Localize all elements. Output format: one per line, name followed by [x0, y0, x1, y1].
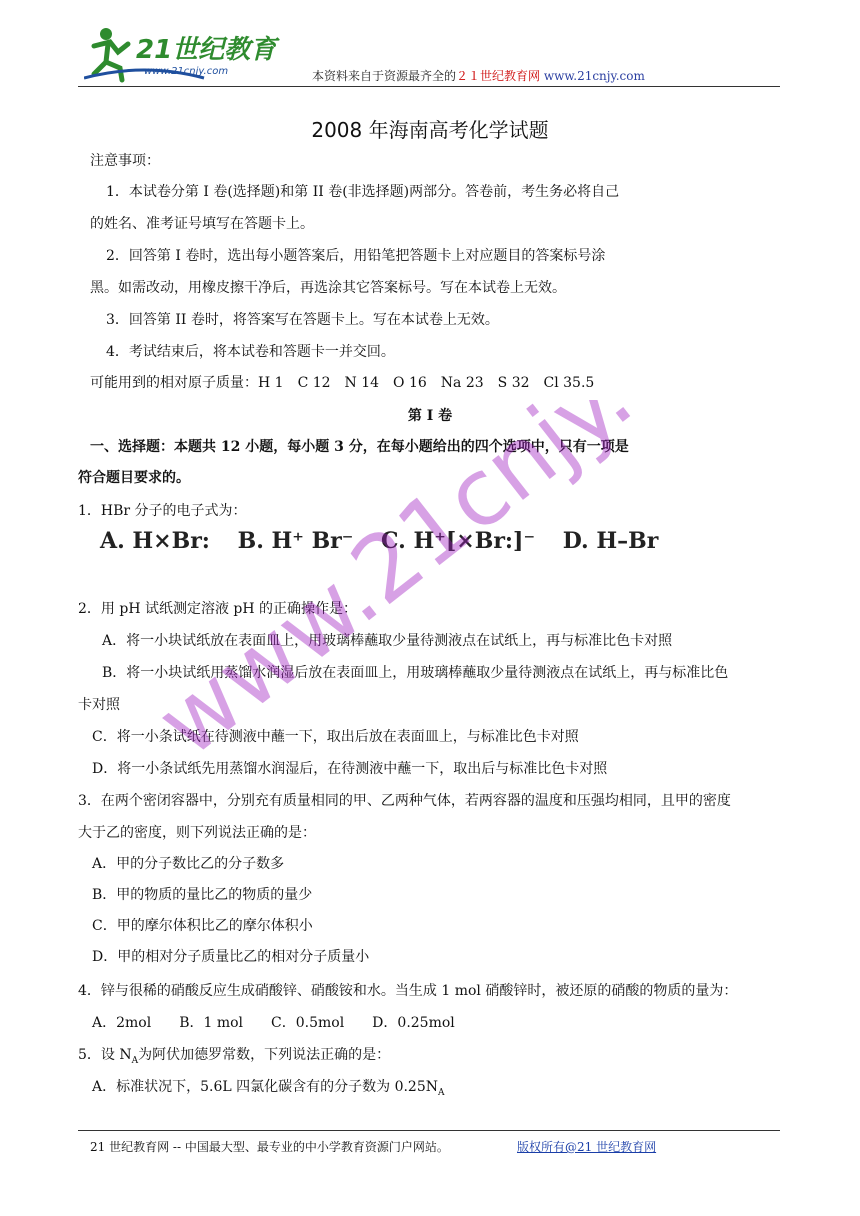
footer-left: 21 世纪教育网 -- 中国最大型、最专业的中小学教育资源门户网站。 — [90, 1140, 449, 1154]
q1-stem: 1．HBr 分子的电子式为： — [78, 503, 247, 519]
q3-option-a: A．甲的分子数比乙的分子数多 — [92, 856, 285, 872]
q3-option-d: D．甲的相对分子质量比乙的相对分子质量小 — [92, 949, 370, 965]
q5-option-a-text: A．标准状况下，5.6L 四氯化碳含有的分子数为 0.25N — [92, 1079, 438, 1095]
watermark-text: www.21cnjy.com — [150, 400, 710, 778]
notice-item-3: 3．回答第 II 卷时，将答案写在答题卡上。写在本试卷上无效。 — [106, 312, 499, 328]
q1-option-d: D. H–Br — [562, 528, 659, 554]
q3-stem-a: 3．在两个密闭容器中，分别充有质量相同的甲、乙两种气体，若两容器的温度和压强均相同，且甲的密度 — [78, 793, 731, 809]
notice-item-2a: 2．回答第 I 卷时，选出每小题答案后，用铅笔把答题卡上对应题目的答案标号涂 — [106, 248, 606, 264]
q2-option-b-a: B．将一小块试纸用蒸馏水润湿后放在表面皿上，用玻璃棒蘸取少量待测液点在试纸上，再与标准比色 — [102, 665, 729, 681]
q3-option-c: C．甲的摩尔体积比乙的摩尔体积小 — [92, 918, 313, 934]
q2-option-b-b: 卡对照 — [78, 697, 120, 713]
header-note — [312, 67, 645, 84]
notice-item-4: 4．考试结束后，将本试卷和答题卡一并交回。 — [106, 344, 395, 360]
notice-item-1b: 的姓名、准考证号填写在答题卡上。 — [90, 216, 314, 232]
atomic-masses: 可能用到的相对原子质量：H 1 C 12 N 14 O 16 Na 23 S 32 Cl 35.5 — [90, 375, 595, 391]
q4-stem: 4．锌与很稀的硝酸反应生成硝酸锌、硝酸铵和水。当生成 1 mol 硝酸锌时，被还原的硝酸的物质的量为： — [78, 983, 738, 999]
q4-options: A．2mol B．1 mol C．0.5mol D．0.25mol — [92, 1015, 455, 1031]
section-title: 第 I 卷 — [407, 408, 453, 424]
header-note-brand[interactable]: ２１世纪教育网 — [456, 69, 541, 83]
section-intro-a: 一、选择题：本题共 12 小题，每小题 3 分，在每小题给出的四个选项中，只有一项是 — [90, 439, 629, 455]
q5-stem-post: 为阿伏加德罗常数，下列说法正确的是： — [138, 1047, 391, 1063]
page-title: 2008 年海南高考化学试题 — [311, 118, 549, 142]
q5-option-a — [92, 1076, 445, 1098]
q1-options — [100, 528, 678, 554]
header-note-prefix: 本资料来自于资源最齐全的 — [312, 69, 457, 83]
notice-item-2b: 黑。如需改动，用橡皮擦干净后，再选涂其它答案标号。写在本试卷上无效。 — [90, 280, 566, 296]
q3-stem-b: 大于乙的密度，则下列说法正确的是： — [78, 825, 316, 841]
q3-option-b: B．甲的物质的量比乙的物质的量少 — [92, 887, 313, 903]
footer-copyright-link[interactable]: 版权所有@21 世纪教育网 — [517, 1140, 657, 1154]
q1-option-b: B. H⁺ Br⁻ — [237, 528, 354, 554]
header-note-url[interactable]: www.21cnjy.com — [543, 69, 645, 83]
site-logo — [84, 22, 284, 84]
q1-option-c: C. H⁺[×Br:]⁻ — [381, 528, 536, 554]
section-intro-b: 符合题目要求的。 — [78, 470, 190, 486]
q5-stem — [78, 1044, 390, 1066]
logo-url: www.21cnjy.com — [144, 66, 229, 77]
q1-option-a: A. H×Br: — [100, 528, 210, 554]
q5-option-a-sub: A — [438, 1087, 445, 1098]
header-divider — [78, 86, 780, 87]
footer-divider — [78, 1130, 780, 1131]
q2-option-a: A．将一小块试纸放在表面皿上，用玻璃棒蘸取少量待测液点在试纸上，再与标准比色卡对照 — [102, 633, 673, 649]
q2-option-c: C．将一小条试纸在待测液中蘸一下，取出后放在表面皿上，与标准比色卡对照 — [92, 729, 579, 745]
notice-heading: 注意事项： — [90, 153, 160, 169]
q5-stem-sub: A — [131, 1055, 139, 1066]
q2-option-d: D．将一小条试纸先用蒸馏水润湿后，在待测液中蘸一下，取出后与标准比色卡对照 — [92, 761, 608, 777]
q2-stem: 2．用 pH 试纸测定溶液 pH 的正确操作是： — [78, 601, 358, 617]
q5-stem-pre: 5．设 N — [78, 1047, 132, 1063]
notice-item-1a: 1．本试卷分第 I 卷(选择题)和第 II 卷(非选择题)两部分。答卷前，考生务必将自己 — [106, 184, 620, 200]
logo-text: 21世纪教育 — [136, 35, 277, 65]
